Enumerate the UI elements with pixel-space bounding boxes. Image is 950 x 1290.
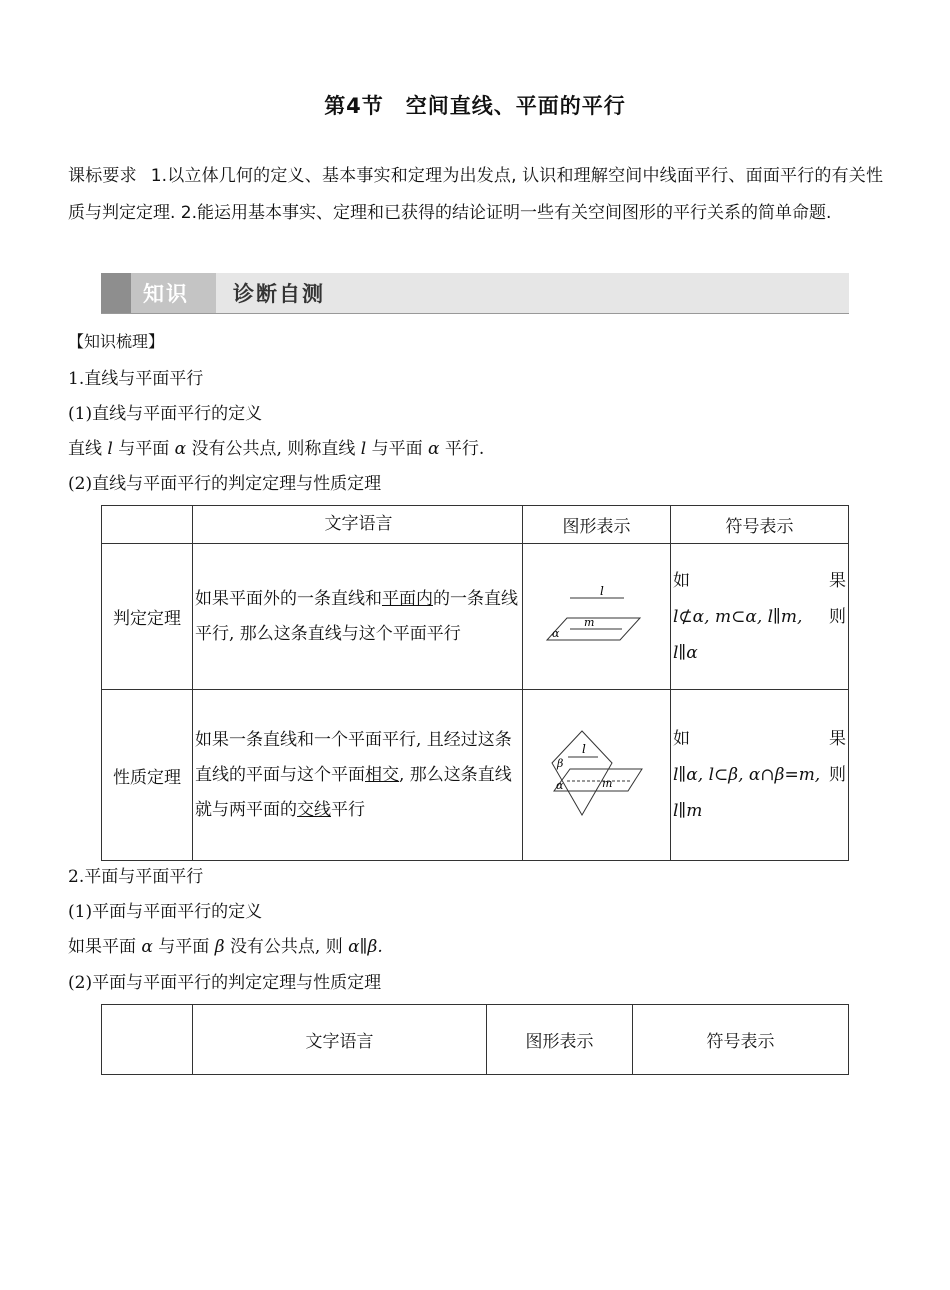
svg-text:l: l <box>581 741 586 756</box>
table-header-cell: 文字语言 <box>193 506 523 544</box>
table-header-cell <box>102 1005 193 1075</box>
banner-left-text: 知识 <box>143 282 189 306</box>
table-header-cell: 图形表示 <box>487 1005 633 1075</box>
requirement-label: 课标要求 <box>68 166 137 186</box>
section-banner <box>101 273 849 314</box>
row-symbol: 如 果 l∥α, l⊂β, α∩β=m, 则 l∥m <box>671 690 849 861</box>
section-2-heading: 2.平面与平面平行 <box>68 867 204 887</box>
requirement-text: 1.以立体几何的定义、基本事实和定理为出发点, 认识和理解空间中线面平行、面面平行的有关性质与判定定理. 2.能运用基本事实、定理和已获得的结论证明一些有关空间图形的平行关系的简单命题. <box>68 166 883 223</box>
section-1-heading: 1.直线与平面平行 <box>68 369 204 389</box>
row-text: 如果平面外的一条直线和平面内的一条直线平行, 那么这条直线与这个平面平行 <box>193 544 523 690</box>
page-title: 第4节 空间直线、平面的平行 <box>324 94 626 118</box>
table-row <box>102 690 849 861</box>
row-figure <box>523 690 671 861</box>
knowledge-heading: 【知识梳理】 <box>68 332 165 351</box>
row-text: 如果一条直线和一个平面平行, 且经过这条直线的平面与这个平面相交, 那么这条直线就与两平面的交线平行 <box>193 690 523 861</box>
plane-intersection-figure <box>542 723 652 823</box>
row-name: 判定定理 <box>102 544 193 690</box>
plane-plane-definition: 如果平面 α 与平面 β 没有公共点, 则 α∥β. <box>68 937 383 957</box>
section-1-1-heading: (1)直线与平面平行的定义 <box>68 404 263 424</box>
table-header-row <box>102 1005 849 1075</box>
svg-text:α: α <box>555 778 563 792</box>
row-symbol: 如 果 l⊄α, m⊂α, l∥m, 则 l∥α <box>671 544 849 690</box>
section-1-2-heading: (2)直线与平面平行的判定定理与性质定理 <box>68 474 382 494</box>
table-header-cell <box>102 506 193 544</box>
svg-text:m: m <box>583 616 594 629</box>
line-plane-definition: 直线 l 与平面 α 没有公共点, 则称直线 l 与平面 α 平行. <box>68 439 485 459</box>
line-parallel-plane-figure <box>542 574 652 654</box>
svg-text:β: β <box>556 756 563 770</box>
section-2-1-heading: (1)平面与平面平行的定义 <box>68 902 263 922</box>
row-figure <box>523 544 671 690</box>
section-2-2-heading: (2)平面与平面平行的判定定理与性质定理 <box>68 973 382 993</box>
table-header-cell: 符号表示 <box>671 506 849 544</box>
banner-right-text: 诊断自测 <box>233 282 325 306</box>
table-header-cell: 文字语言 <box>193 1005 487 1075</box>
plane-plane-table <box>101 1004 849 1075</box>
row-name: 性质定理 <box>102 690 193 861</box>
table-row <box>102 544 849 690</box>
line-plane-table <box>101 505 849 861</box>
table-header-cell: 符号表示 <box>633 1005 849 1075</box>
table-header-cell: 图形表示 <box>523 506 671 544</box>
table-header-row <box>102 506 849 544</box>
curriculum-requirement <box>68 158 883 232</box>
svg-text:l: l <box>599 584 604 598</box>
svg-text:m: m <box>601 776 612 790</box>
svg-text:α: α <box>551 627 559 640</box>
